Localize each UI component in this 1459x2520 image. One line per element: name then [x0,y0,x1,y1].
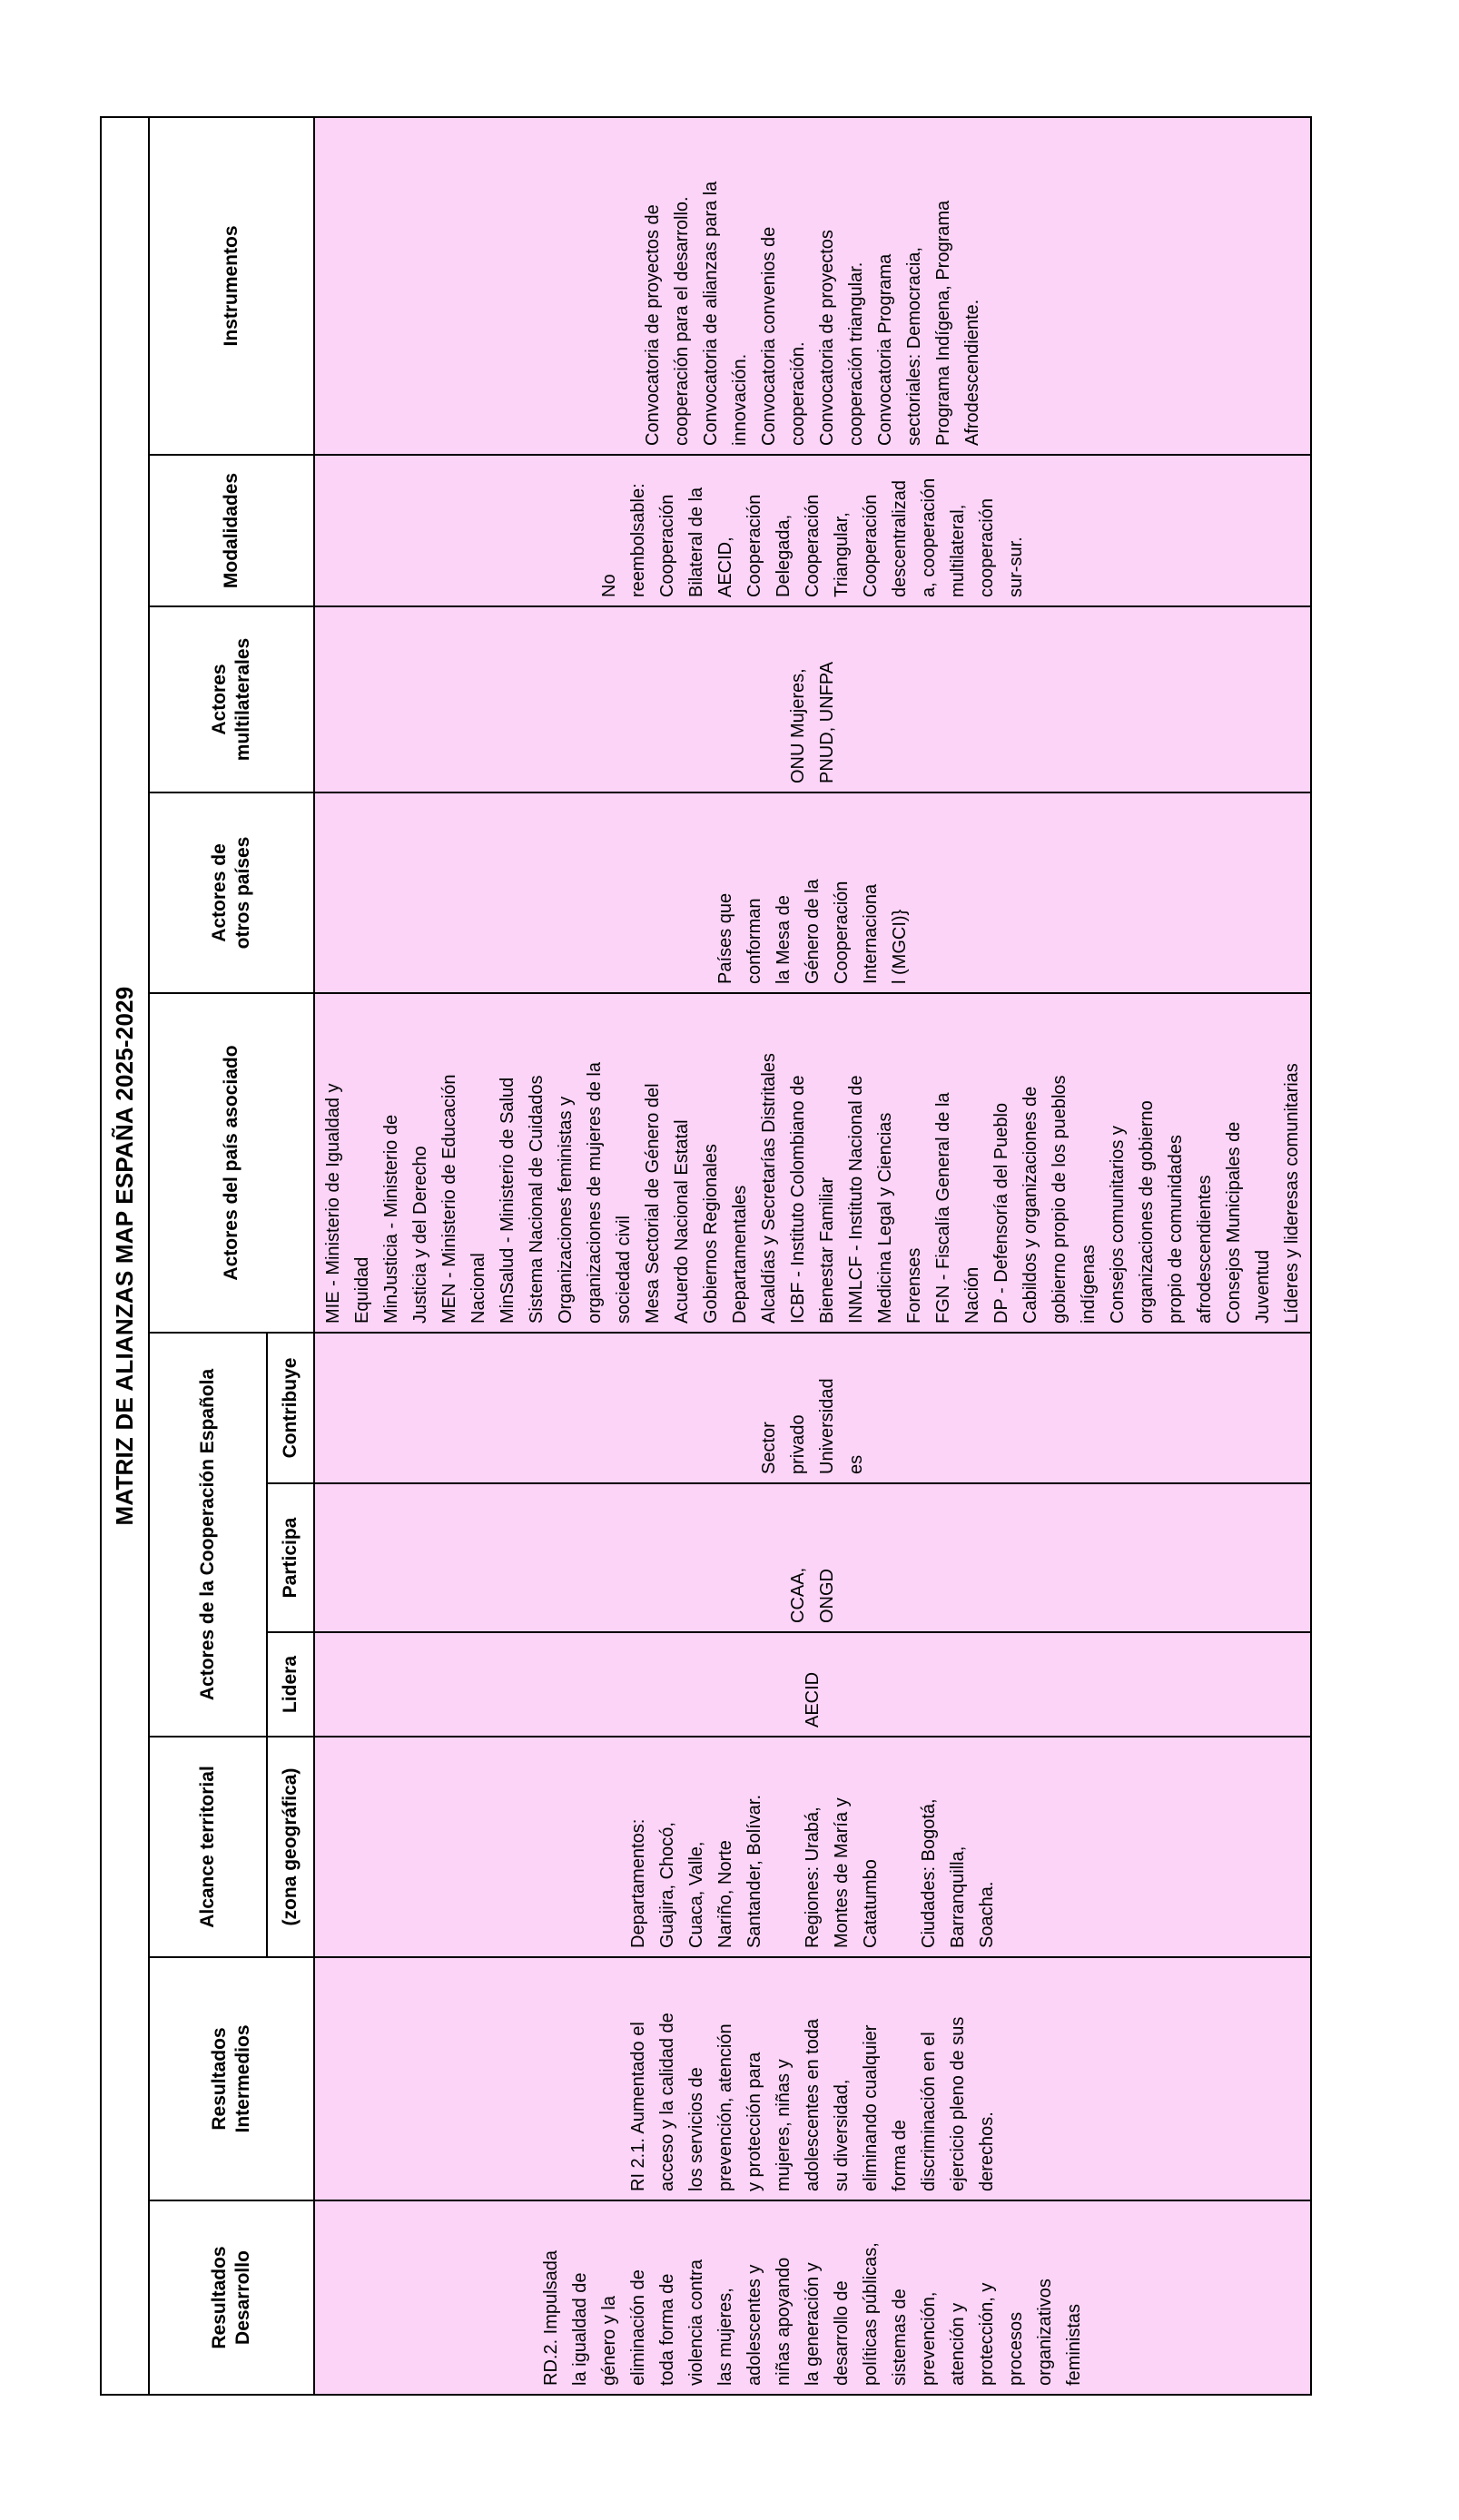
cell-contribuye [315,1334,1310,1482]
cell-text-resultados-intermedios: RI 2.1. Aumentado el acceso y la calidad de los servicios de prevención, atención y protección para mujeres, niñas y adolescentes en toda su diversidad, eliminando cualquier forma de discriminación en el ejercicio pleno de sus derechos. [628,2013,997,2191]
col-header-multilaterales: Actores multilaterales [150,607,313,792]
rotated-table-container [100,116,1312,2396]
cell-text-participa: CCAA, ONGD [788,1567,837,1623]
cell-text-resultados-desarrollo: RD.2. Impulsada la igualdad de género y la eliminación de toda forma de violencia contra las mujeres, adolescentes y niñas apoyando la generación y desarrollo de políticas públicas, sistemas de prevención, atención y protección, y procesos organizativos feministas [541,2242,1084,2386]
cell-otros-paises [315,793,1310,992]
col-header-modalidades: Modalidades [150,456,313,605]
cell-resultados-intermedios [315,1958,1310,2200]
cell-text-lidera: AECID [803,1671,823,1728]
cell-text-modalidades: No reembolsable: Cooperación Bilateral de la AECID, Cooperación Delegada, Cooperación Triangular, Cooperación descentralizad a, cooperación multilateral, cooperación sur-sur. [599,477,1026,597]
cell-instrumentos [315,118,1310,454]
cell-text-multilaterales: ONU Mujeres, PNUD, UNFPA [788,661,837,783]
matrix-table [100,116,1312,2396]
col-header-otros-paises: Actores de otros países [150,793,313,992]
page-title: MATRIZ DE ALIANZAS MAP ESPAÑA 2025-2029 [102,118,148,2394]
cell-text-contribuye: Sector privado Universidad es [759,1378,866,1474]
col-subheader-participa: Participa [268,1484,313,1631]
cell-participa [315,1484,1310,1631]
cell-lidera [315,1633,1310,1736]
col-header-resultados-intermedios: Resultados Intermedios [150,1958,313,2200]
cell-text-otros-paises: Países que conforman la Mesa de Género de la Cooperación Internaciona l (MGCI)} [715,879,910,984]
cell-text-alcance-territorial: Departamentos: Guajira, Chocó, Cuaca, Valle, Nariño, Norte Santander, Bolívar. Regiones: Urabá, Montes de María y Catatumbo Ciudades: Bogotá, Barranquilla, Soacha. [628,1794,997,1948]
col-subheader-lidera: Lidera [268,1633,313,1736]
cell-resultados-desarrollo [315,2201,1310,2394]
cell-text-instrumentos: Convocatoria de proyectos de cooperación para el desarrollo. Convocatoria de alianzas para la innovación. Convocatoria convenios de cooperación. Convocatoria de proyectos cooperación triangular. Convocatoria Programa sectoriales: Democracia, Programa Indígena, Programa Afrodescendiente. [643,181,982,446]
col-header-cooperacion-espanola: Actores de la Cooperación Española [150,1334,266,1736]
cell-multilaterales [315,607,1310,792]
cell-modalidades [315,456,1310,605]
col-header-pais-asociado: Actores del país asociado [150,994,313,1332]
cell-text-pais-asociado: MIE - Ministerio de Igualdad y Equidad MinJusticia - Ministerio de Justicia y del Derecho MEN - Ministerio de Educación Nacional MinSalud - Ministerio de Salud Sistema Nacional de Cuidados Organizaciones feministas y organizaciones de mujeres de la sociedad civil Mesa Sectorial de Género del Acuerdo Nacional Estatal Gobiernos Regionales Departamentales Alcaldías y Secretarías Distritales ICBF - Instituto Colombiano de Bienestar Familiar INMLCF - Instituto Nacional de Medicina Legal y Ciencias Forenses FGN - Fiscalía General de la Nación DP - Defensoría del Pueblo Cabildos y organizaciones de gobierno propio de los pueblos indígenas Consejos comunitarios y organizaciones de gobierno propio de comunidades afrodescendientes Consejos Municipales de Juventud Líderes y lideresas comunitarias [323,1053,1302,1324]
cell-alcance-territorial [315,1737,1310,1956]
cell-pais-asociado [315,994,1310,1332]
col-header-instrumentos: Instrumentos [150,118,313,454]
col-subheader-zona-geografica: (zona geográfica) [268,1737,313,1956]
col-header-alcance-territorial: Alcance territorial [150,1737,266,1956]
col-subheader-contribuye: Contribuye [268,1334,313,1482]
col-header-resultados-desarrollo: Resultados Desarrollo [150,2201,313,2394]
